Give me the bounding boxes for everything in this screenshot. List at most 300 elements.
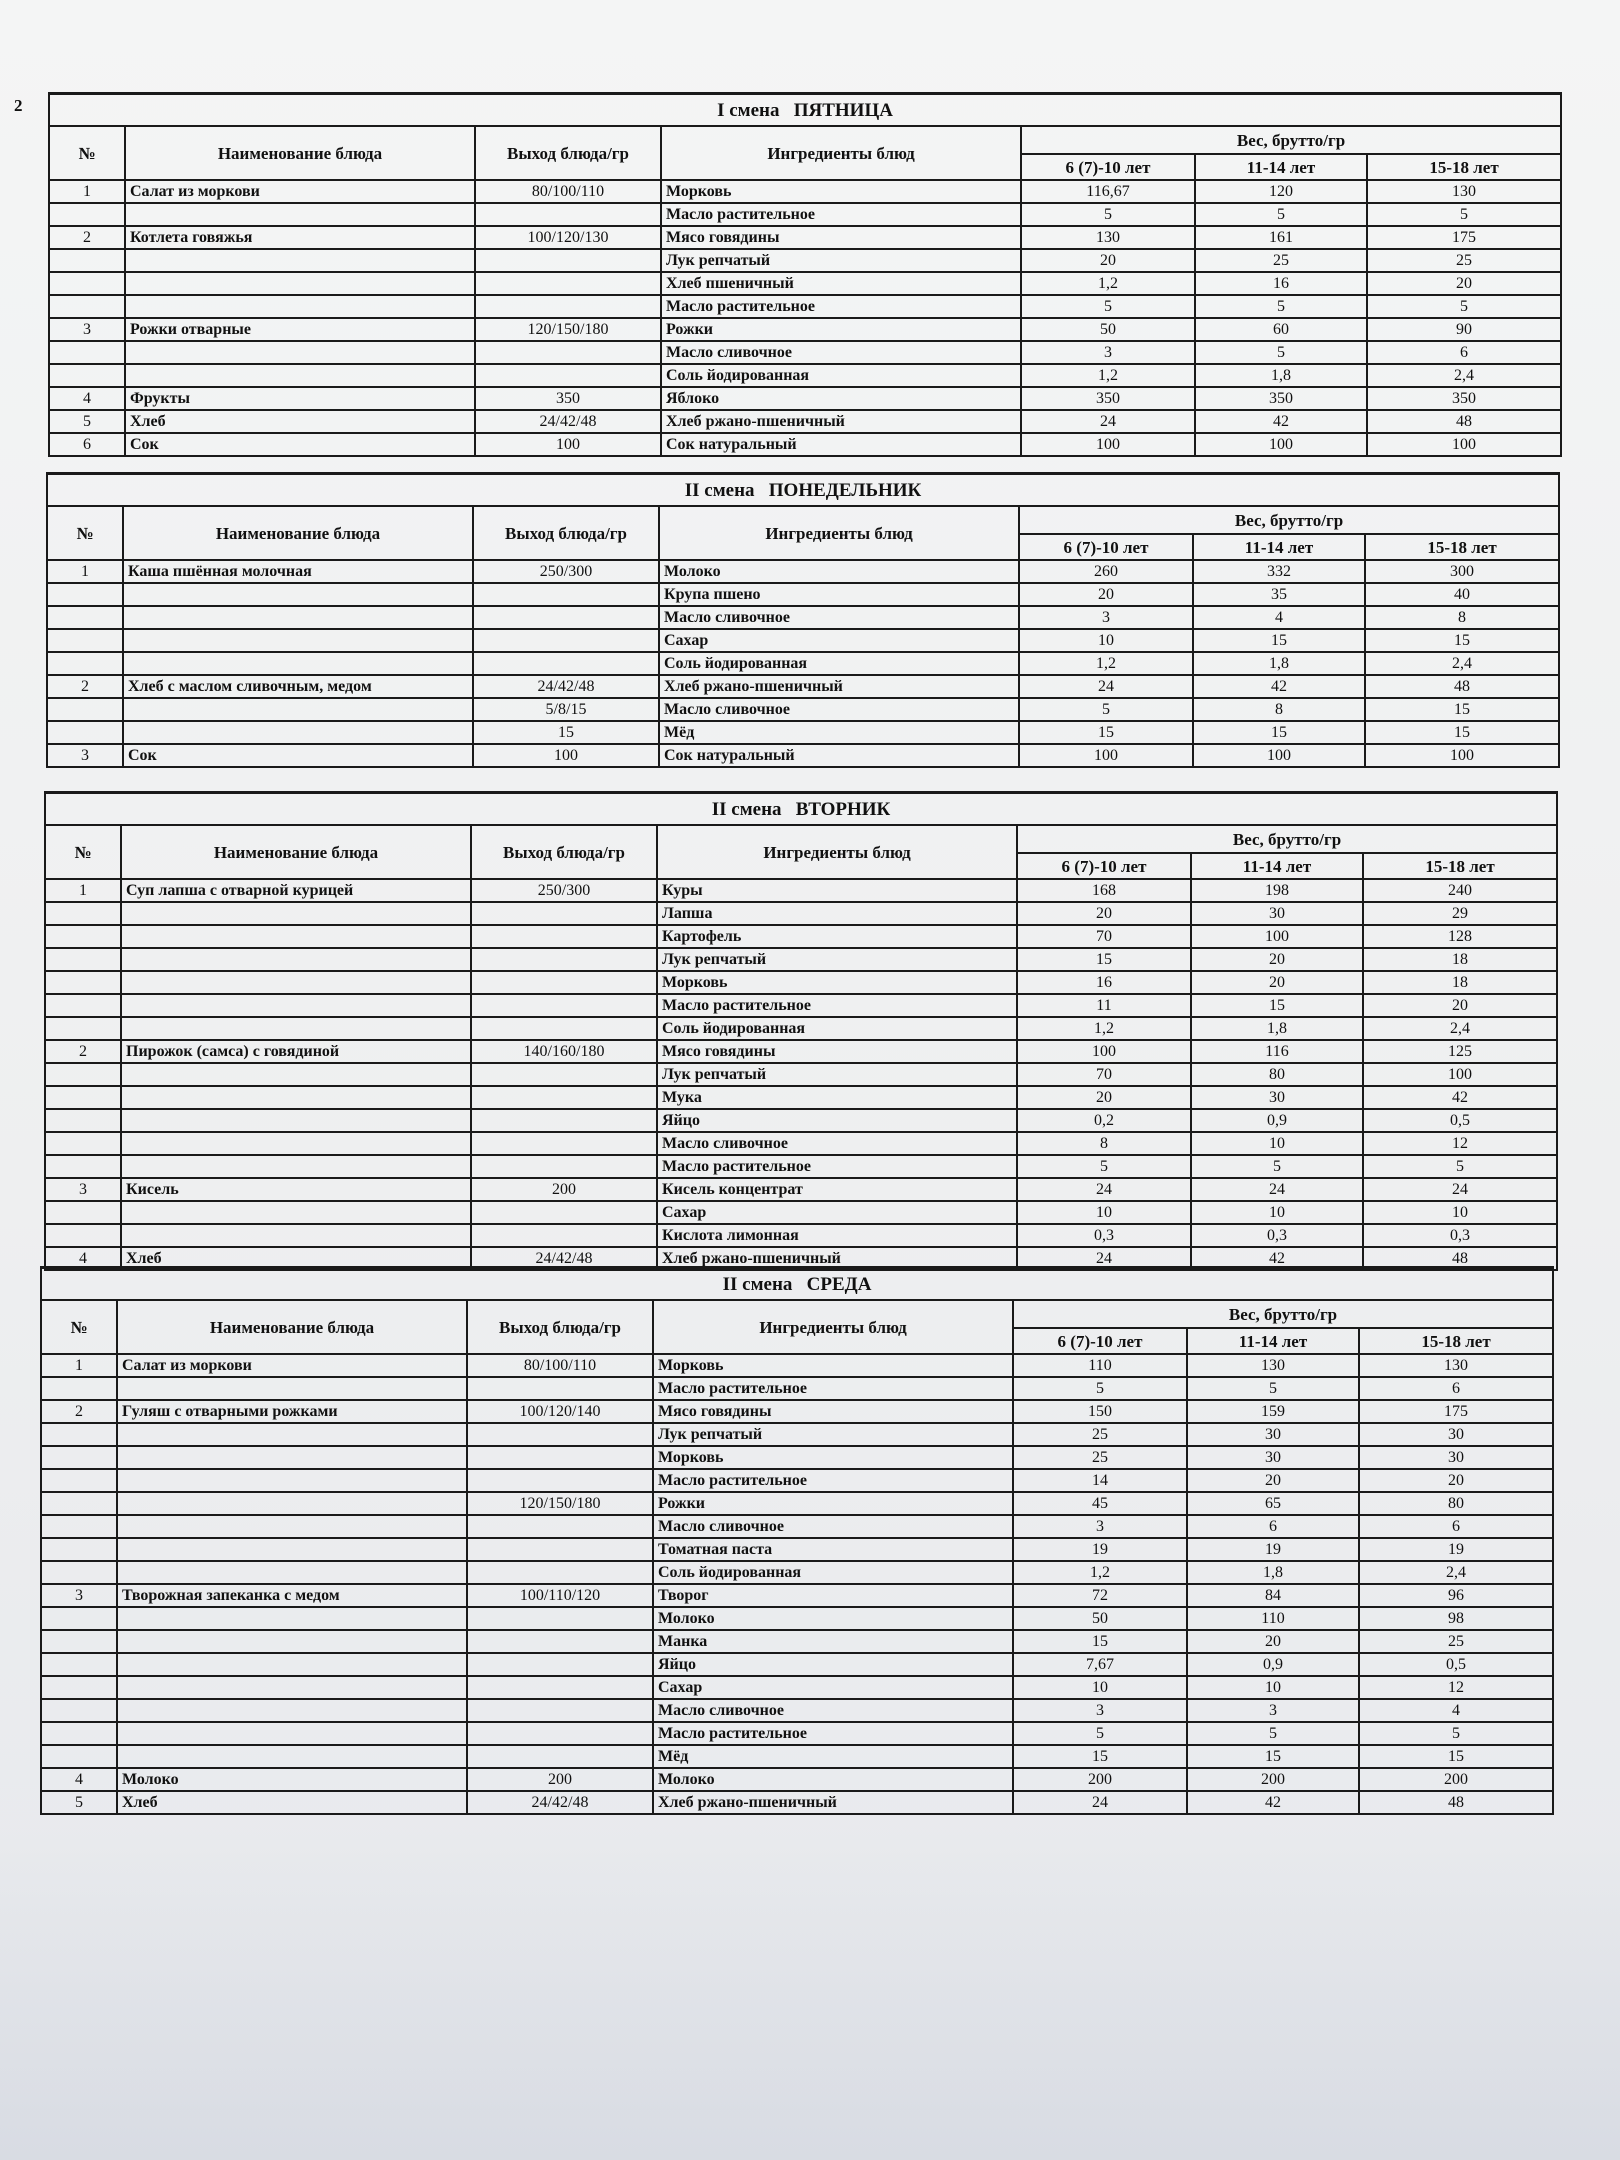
weight-age-11-14: 15: [1193, 721, 1365, 744]
weight-age-15-18: 0,5: [1363, 1109, 1557, 1132]
row-number: [41, 1561, 117, 1584]
table-row: [47, 721, 1559, 744]
weight-age-6-10: 24: [1019, 675, 1193, 698]
section-caption: [49, 94, 1561, 127]
weight-age-11-14: 120: [1195, 180, 1367, 203]
row-number: [41, 1607, 117, 1630]
ingredient-name: Кисель концентрат: [657, 1178, 1017, 1201]
weight-age-15-18: 18: [1363, 971, 1557, 994]
dish-output: 100/120/140: [467, 1400, 653, 1423]
weight-age-11-14: 0,9: [1191, 1109, 1363, 1132]
col-header-num: №: [45, 825, 121, 879]
row-number: [45, 1063, 121, 1086]
ingredient-name: Крупа пшено: [659, 583, 1019, 606]
weight-age-6-10: 100: [1021, 433, 1195, 456]
ingredient-name: Масло растительное: [653, 1722, 1013, 1745]
dish-name: Фрукты: [125, 387, 475, 410]
weight-age-6-10: 3: [1013, 1515, 1187, 1538]
table-row: [45, 1040, 1557, 1063]
dish-output: [471, 1017, 657, 1040]
weight-age-6-10: 116,67: [1021, 180, 1195, 203]
shift-label: II смена: [722, 1273, 793, 1295]
ingredient-name: Хлеб ржано-пшеничный: [661, 410, 1021, 433]
weight-age-11-14: 20: [1187, 1630, 1359, 1653]
menu-table: [40, 1266, 1554, 1815]
weight-age-6-10: 350: [1021, 387, 1195, 410]
table-row: [49, 364, 1561, 387]
table-row: [45, 879, 1557, 902]
weight-age-6-10: 15: [1013, 1630, 1187, 1653]
dish-name: Хлеб: [117, 1791, 467, 1814]
section-caption: [41, 1268, 1553, 1301]
dish-output: 80/100/110: [467, 1354, 653, 1377]
dish-output: [473, 652, 659, 675]
col-header-age-1: 6 (7)-10 лет: [1021, 154, 1195, 180]
row-number: [41, 1377, 117, 1400]
row-number: [41, 1676, 117, 1699]
dish-name: [121, 994, 471, 1017]
dish-output: [467, 1699, 653, 1722]
weight-age-15-18: 5: [1363, 1155, 1557, 1178]
table-row: [45, 1017, 1557, 1040]
row-number: [41, 1722, 117, 1745]
dish-name: [125, 203, 475, 226]
weight-age-11-14: 10: [1191, 1201, 1363, 1224]
table-row: [41, 1446, 1553, 1469]
table-row: [41, 1400, 1553, 1423]
row-number: [45, 1017, 121, 1040]
row-number: [41, 1653, 117, 1676]
weight-age-6-10: 0,2: [1017, 1109, 1191, 1132]
weight-age-15-18: 175: [1367, 226, 1561, 249]
ingredient-name: Мясо говядины: [657, 1040, 1017, 1063]
ingredient-name: Яблоко: [661, 387, 1021, 410]
row-number: 1: [41, 1354, 117, 1377]
row-number: [49, 295, 125, 318]
col-header-age-2: 11-14 лет: [1187, 1328, 1359, 1354]
dish-output: [471, 994, 657, 1017]
weight-age-15-18: 10: [1363, 1201, 1557, 1224]
dish-name: [123, 606, 473, 629]
row-number: 3: [45, 1178, 121, 1201]
dish-name: [117, 1377, 467, 1400]
row-number: 3: [41, 1584, 117, 1607]
dish-name: [117, 1538, 467, 1561]
ingredient-name: Масло сливочное: [653, 1699, 1013, 1722]
ingredient-name: Кислота лимонная: [657, 1224, 1017, 1247]
ingredient-name: Куры: [657, 879, 1017, 902]
weight-age-11-14: 5: [1191, 1155, 1363, 1178]
dish-output: 80/100/110: [475, 180, 661, 203]
ingredient-name: Сок натуральный: [659, 744, 1019, 767]
dish-name: [117, 1676, 467, 1699]
table-row: [41, 1607, 1553, 1630]
ingredient-name: Масло растительное: [657, 994, 1017, 1017]
dish-name: [123, 583, 473, 606]
row-number: 2: [49, 226, 125, 249]
table-row: [45, 1063, 1557, 1086]
weight-age-11-14: 19: [1187, 1538, 1359, 1561]
weight-age-6-10: 19: [1013, 1538, 1187, 1561]
row-number: [41, 1469, 117, 1492]
dish-output: [471, 1109, 657, 1132]
weight-age-11-14: 200: [1187, 1768, 1359, 1791]
table-row: [41, 1630, 1553, 1653]
row-number: 5: [41, 1791, 117, 1814]
weight-age-6-10: 70: [1017, 1063, 1191, 1086]
ingredient-name: Молоко: [653, 1607, 1013, 1630]
dish-name: Салат из моркови: [117, 1354, 467, 1377]
weight-age-11-14: 5: [1195, 341, 1367, 364]
row-number: [47, 583, 123, 606]
dish-output: [473, 629, 659, 652]
menu-section-monday: [46, 472, 1560, 768]
col-header-weight: Вес, брутто/гр: [1017, 825, 1557, 853]
row-number: [47, 606, 123, 629]
table-row: [47, 560, 1559, 583]
day-label: ПОНЕДЕЛЬНИК: [768, 479, 922, 501]
dish-output: 5/8/15: [473, 698, 659, 721]
weight-age-6-10: 1,2: [1021, 272, 1195, 295]
row-number: 2: [45, 1040, 121, 1063]
weight-age-15-18: 98: [1359, 1607, 1553, 1630]
weight-age-6-10: 50: [1021, 318, 1195, 341]
weight-age-6-10: 10: [1013, 1676, 1187, 1699]
row-number: [45, 971, 121, 994]
header-row: [47, 506, 1559, 534]
weight-age-11-14: 3: [1187, 1699, 1359, 1722]
weight-age-11-14: 16: [1195, 272, 1367, 295]
weight-age-15-18: 350: [1367, 387, 1561, 410]
ingredient-name: Мука: [657, 1086, 1017, 1109]
ingredient-name: Яйцо: [657, 1109, 1017, 1132]
table-row: [41, 1354, 1553, 1377]
ingredient-name: Лук репчатый: [657, 1063, 1017, 1086]
dish-name: [117, 1469, 467, 1492]
section-caption: [47, 474, 1559, 507]
weight-age-15-18: 25: [1367, 249, 1561, 272]
ingredient-name: Лук репчатый: [653, 1423, 1013, 1446]
dish-name: [121, 1109, 471, 1132]
weight-age-15-18: 20: [1363, 994, 1557, 1017]
weight-age-11-14: 10: [1191, 1132, 1363, 1155]
dish-output: 100: [473, 744, 659, 767]
shift-label: II смена: [711, 798, 782, 820]
weight-age-11-14: 8: [1193, 698, 1365, 721]
weight-age-6-10: 14: [1013, 1469, 1187, 1492]
ingredient-name: Яйцо: [653, 1653, 1013, 1676]
dish-name: Кисель: [121, 1178, 471, 1201]
weight-age-11-14: 35: [1193, 583, 1365, 606]
weight-age-11-14: 110: [1187, 1607, 1359, 1630]
ingredient-name: Масло сливочное: [653, 1515, 1013, 1538]
weight-age-15-18: 0,5: [1359, 1653, 1553, 1676]
table-row: [41, 1469, 1553, 1492]
table-row: [41, 1676, 1553, 1699]
col-header-output: Выход блюда/гр: [473, 506, 659, 560]
dish-output: 250/300: [471, 879, 657, 902]
table-row: [41, 1538, 1553, 1561]
weight-age-6-10: 50: [1013, 1607, 1187, 1630]
weight-age-15-18: 0,3: [1363, 1224, 1557, 1247]
ingredient-name: Масло сливочное: [657, 1132, 1017, 1155]
dish-output: [467, 1515, 653, 1538]
weight-age-11-14: 42: [1193, 675, 1365, 698]
weight-age-15-18: 200: [1359, 1768, 1553, 1791]
weight-age-6-10: 20: [1017, 902, 1191, 925]
weight-age-15-18: 42: [1363, 1086, 1557, 1109]
table-row: [49, 180, 1561, 203]
ingredient-name: Мясо говядины: [653, 1400, 1013, 1423]
dish-name: [121, 1155, 471, 1178]
dish-name: [125, 249, 475, 272]
weight-age-11-14: 5: [1195, 295, 1367, 318]
weight-age-11-14: 42: [1187, 1791, 1359, 1814]
weight-age-11-14: 350: [1195, 387, 1367, 410]
dish-name: [123, 652, 473, 675]
dish-output: 15: [473, 721, 659, 744]
ingredient-name: Лук репчатый: [661, 249, 1021, 272]
dish-output: [475, 272, 661, 295]
weight-age-11-14: 0,9: [1187, 1653, 1359, 1676]
row-number: 2: [41, 1400, 117, 1423]
weight-age-6-10: 110: [1013, 1354, 1187, 1377]
row-number: [47, 629, 123, 652]
shift-label: I смена: [717, 99, 780, 121]
weight-age-15-18: 30: [1359, 1423, 1553, 1446]
dish-name: [117, 1607, 467, 1630]
weight-age-15-18: 100: [1365, 744, 1559, 767]
col-header-age-3: 15-18 лет: [1365, 534, 1559, 560]
dish-name: Хлеб: [121, 1247, 471, 1270]
weight-age-6-10: 25: [1013, 1446, 1187, 1469]
dish-output: [467, 1653, 653, 1676]
dish-output: [467, 1538, 653, 1561]
row-number: 2: [47, 675, 123, 698]
weight-age-15-18: 30: [1359, 1446, 1553, 1469]
day-label: ПЯТНИЦА: [793, 99, 893, 121]
dish-output: [467, 1745, 653, 1768]
dish-name: Гуляш с отварными рожками: [117, 1400, 467, 1423]
dish-output: 120/150/180: [467, 1492, 653, 1515]
dish-name: Рожки отварные: [125, 318, 475, 341]
dish-output: 250/300: [473, 560, 659, 583]
ingredient-name: Молоко: [659, 560, 1019, 583]
weight-age-15-18: 4: [1359, 1699, 1553, 1722]
weight-age-6-10: 72: [1013, 1584, 1187, 1607]
ingredient-name: Масло сливочное: [659, 606, 1019, 629]
table-row: [41, 1791, 1553, 1814]
weight-age-11-14: 15: [1187, 1745, 1359, 1768]
ingredient-name: Лук репчатый: [657, 948, 1017, 971]
weight-age-15-18: 15: [1365, 698, 1559, 721]
ingredient-name: Хлеб ржано-пшеничный: [653, 1791, 1013, 1814]
dish-output: [467, 1377, 653, 1400]
weight-age-6-10: 200: [1013, 1768, 1187, 1791]
ingredient-name: Рожки: [661, 318, 1021, 341]
dish-output: [475, 295, 661, 318]
menu-table: [46, 472, 1560, 768]
ingredient-name: Хлеб ржано-пшеничный: [657, 1247, 1017, 1270]
header-row: [49, 126, 1561, 154]
weight-age-15-18: 100: [1363, 1063, 1557, 1086]
col-header-weight: Вес, брутто/гр: [1021, 126, 1561, 154]
weight-age-15-18: 2,4: [1365, 652, 1559, 675]
weight-age-6-10: 1,2: [1019, 652, 1193, 675]
ingredient-name: Морковь: [661, 180, 1021, 203]
ingredient-name: Лапша: [657, 902, 1017, 925]
weight-age-11-14: 1,8: [1193, 652, 1365, 675]
col-header-output: Выход блюда/гр: [467, 1300, 653, 1354]
weight-age-15-18: 8: [1365, 606, 1559, 629]
weight-age-6-10: 15: [1019, 721, 1193, 744]
weight-age-15-18: 48: [1365, 675, 1559, 698]
dish-output: [475, 249, 661, 272]
col-header-output: Выход блюда/гр: [475, 126, 661, 180]
ingredient-name: Сахар: [659, 629, 1019, 652]
weight-age-15-18: 20: [1359, 1469, 1553, 1492]
weight-age-15-18: 300: [1365, 560, 1559, 583]
weight-age-15-18: 96: [1359, 1584, 1553, 1607]
weight-age-11-14: 15: [1193, 629, 1365, 652]
dish-output: 200: [467, 1768, 653, 1791]
table-row: [41, 1768, 1553, 1791]
dish-name: [121, 1201, 471, 1224]
ingredient-name: Соль йодированная: [657, 1017, 1017, 1040]
weight-age-6-10: 3: [1021, 341, 1195, 364]
dish-name: [123, 721, 473, 744]
table-row: [47, 606, 1559, 629]
ingredient-name: Масло растительное: [657, 1155, 1017, 1178]
section-caption-row: [45, 793, 1557, 826]
table-row: [41, 1515, 1553, 1538]
dish-output: [471, 925, 657, 948]
weight-age-15-18: 18: [1363, 948, 1557, 971]
weight-age-11-14: 30: [1191, 1086, 1363, 1109]
ingredient-name: Хлеб пшеничный: [661, 272, 1021, 295]
dish-output: [467, 1423, 653, 1446]
col-header-dish: Наименование блюда: [117, 1300, 467, 1354]
dish-name: [121, 1224, 471, 1247]
col-header-age-2: 11-14 лет: [1195, 154, 1367, 180]
ingredient-name: Сок натуральный: [661, 433, 1021, 456]
row-number: [45, 1155, 121, 1178]
dish-output: [471, 1063, 657, 1086]
dish-name: [121, 925, 471, 948]
weight-age-6-10: 10: [1019, 629, 1193, 652]
weight-age-11-14: 100: [1191, 925, 1363, 948]
ingredient-name: Масло сливочное: [659, 698, 1019, 721]
dish-name: Молоко: [117, 1768, 467, 1791]
weight-age-6-10: 20: [1019, 583, 1193, 606]
row-number: [45, 925, 121, 948]
ingredient-name: Сахар: [653, 1676, 1013, 1699]
weight-age-11-14: 116: [1191, 1040, 1363, 1063]
row-number: [45, 1201, 121, 1224]
row-number: [49, 341, 125, 364]
weight-age-15-18: 40: [1365, 583, 1559, 606]
dish-name: [117, 1630, 467, 1653]
weight-age-15-18: 48: [1359, 1791, 1553, 1814]
weight-age-11-14: 4: [1193, 606, 1365, 629]
weight-age-11-14: 1,8: [1195, 364, 1367, 387]
weight-age-6-10: 5: [1021, 295, 1195, 318]
ingredient-name: Масло растительное: [653, 1469, 1013, 1492]
dish-name: [125, 341, 475, 364]
dish-output: 24/42/48: [473, 675, 659, 698]
row-number: [45, 902, 121, 925]
weight-age-6-10: 20: [1017, 1086, 1191, 1109]
weight-age-6-10: 5: [1017, 1155, 1191, 1178]
dish-output: 24/42/48: [467, 1791, 653, 1814]
weight-age-11-14: 161: [1195, 226, 1367, 249]
table-row: [49, 433, 1561, 456]
weight-age-11-14: 1,8: [1187, 1561, 1359, 1584]
weight-age-15-18: 125: [1363, 1040, 1557, 1063]
menu-table: [44, 791, 1558, 1271]
dish-output: [467, 1446, 653, 1469]
day-label: ВТОРНИК: [795, 798, 891, 820]
ingredient-name: Хлеб ржано-пшеничный: [659, 675, 1019, 698]
table-row: [41, 1423, 1553, 1446]
weight-age-15-18: 130: [1367, 180, 1561, 203]
dish-name: [123, 698, 473, 721]
table-row: [45, 1201, 1557, 1224]
weight-age-6-10: 150: [1013, 1400, 1187, 1423]
weight-age-6-10: 260: [1019, 560, 1193, 583]
ingredient-name: Масло растительное: [661, 203, 1021, 226]
dish-output: [475, 341, 661, 364]
weight-age-15-18: 5: [1367, 203, 1561, 226]
weight-age-11-14: 30: [1187, 1423, 1359, 1446]
weight-age-15-18: 19: [1359, 1538, 1553, 1561]
menu-section-friday: [48, 92, 1562, 457]
dish-output: [467, 1676, 653, 1699]
dish-output: 100: [475, 433, 661, 456]
weight-age-15-18: 130: [1359, 1354, 1553, 1377]
col-header-age-2: 11-14 лет: [1193, 534, 1365, 560]
table-row: [45, 925, 1557, 948]
weight-age-6-10: 3: [1013, 1699, 1187, 1722]
row-number: [45, 1132, 121, 1155]
row-number: [45, 994, 121, 1017]
table-row: [45, 1109, 1557, 1132]
weight-age-6-10: 168: [1017, 879, 1191, 902]
weight-age-11-14: 0,3: [1191, 1224, 1363, 1247]
weight-age-6-10: 8: [1017, 1132, 1191, 1155]
weight-age-11-14: 20: [1191, 971, 1363, 994]
dish-output: 100/110/120: [467, 1584, 653, 1607]
table-row: [45, 994, 1557, 1017]
dish-name: Каша пшённая молочная: [123, 560, 473, 583]
row-number: [45, 1224, 121, 1247]
weight-age-15-18: 80: [1359, 1492, 1553, 1515]
dish-name: Пирожок (самса) с говядиной: [121, 1040, 471, 1063]
row-number: 5: [49, 410, 125, 433]
dish-name: [125, 272, 475, 295]
ingredient-name: Рожки: [653, 1492, 1013, 1515]
weight-age-6-10: 0,3: [1017, 1224, 1191, 1247]
weight-age-11-14: 65: [1187, 1492, 1359, 1515]
dish-name: Салат из моркови: [125, 180, 475, 203]
table-row: [49, 203, 1561, 226]
dish-output: [467, 1607, 653, 1630]
ingredient-name: Масло сливочное: [661, 341, 1021, 364]
weight-age-6-10: 5: [1019, 698, 1193, 721]
dish-name: [121, 902, 471, 925]
dish-output: [471, 1086, 657, 1109]
col-header-weight: Вес, брутто/гр: [1019, 506, 1559, 534]
